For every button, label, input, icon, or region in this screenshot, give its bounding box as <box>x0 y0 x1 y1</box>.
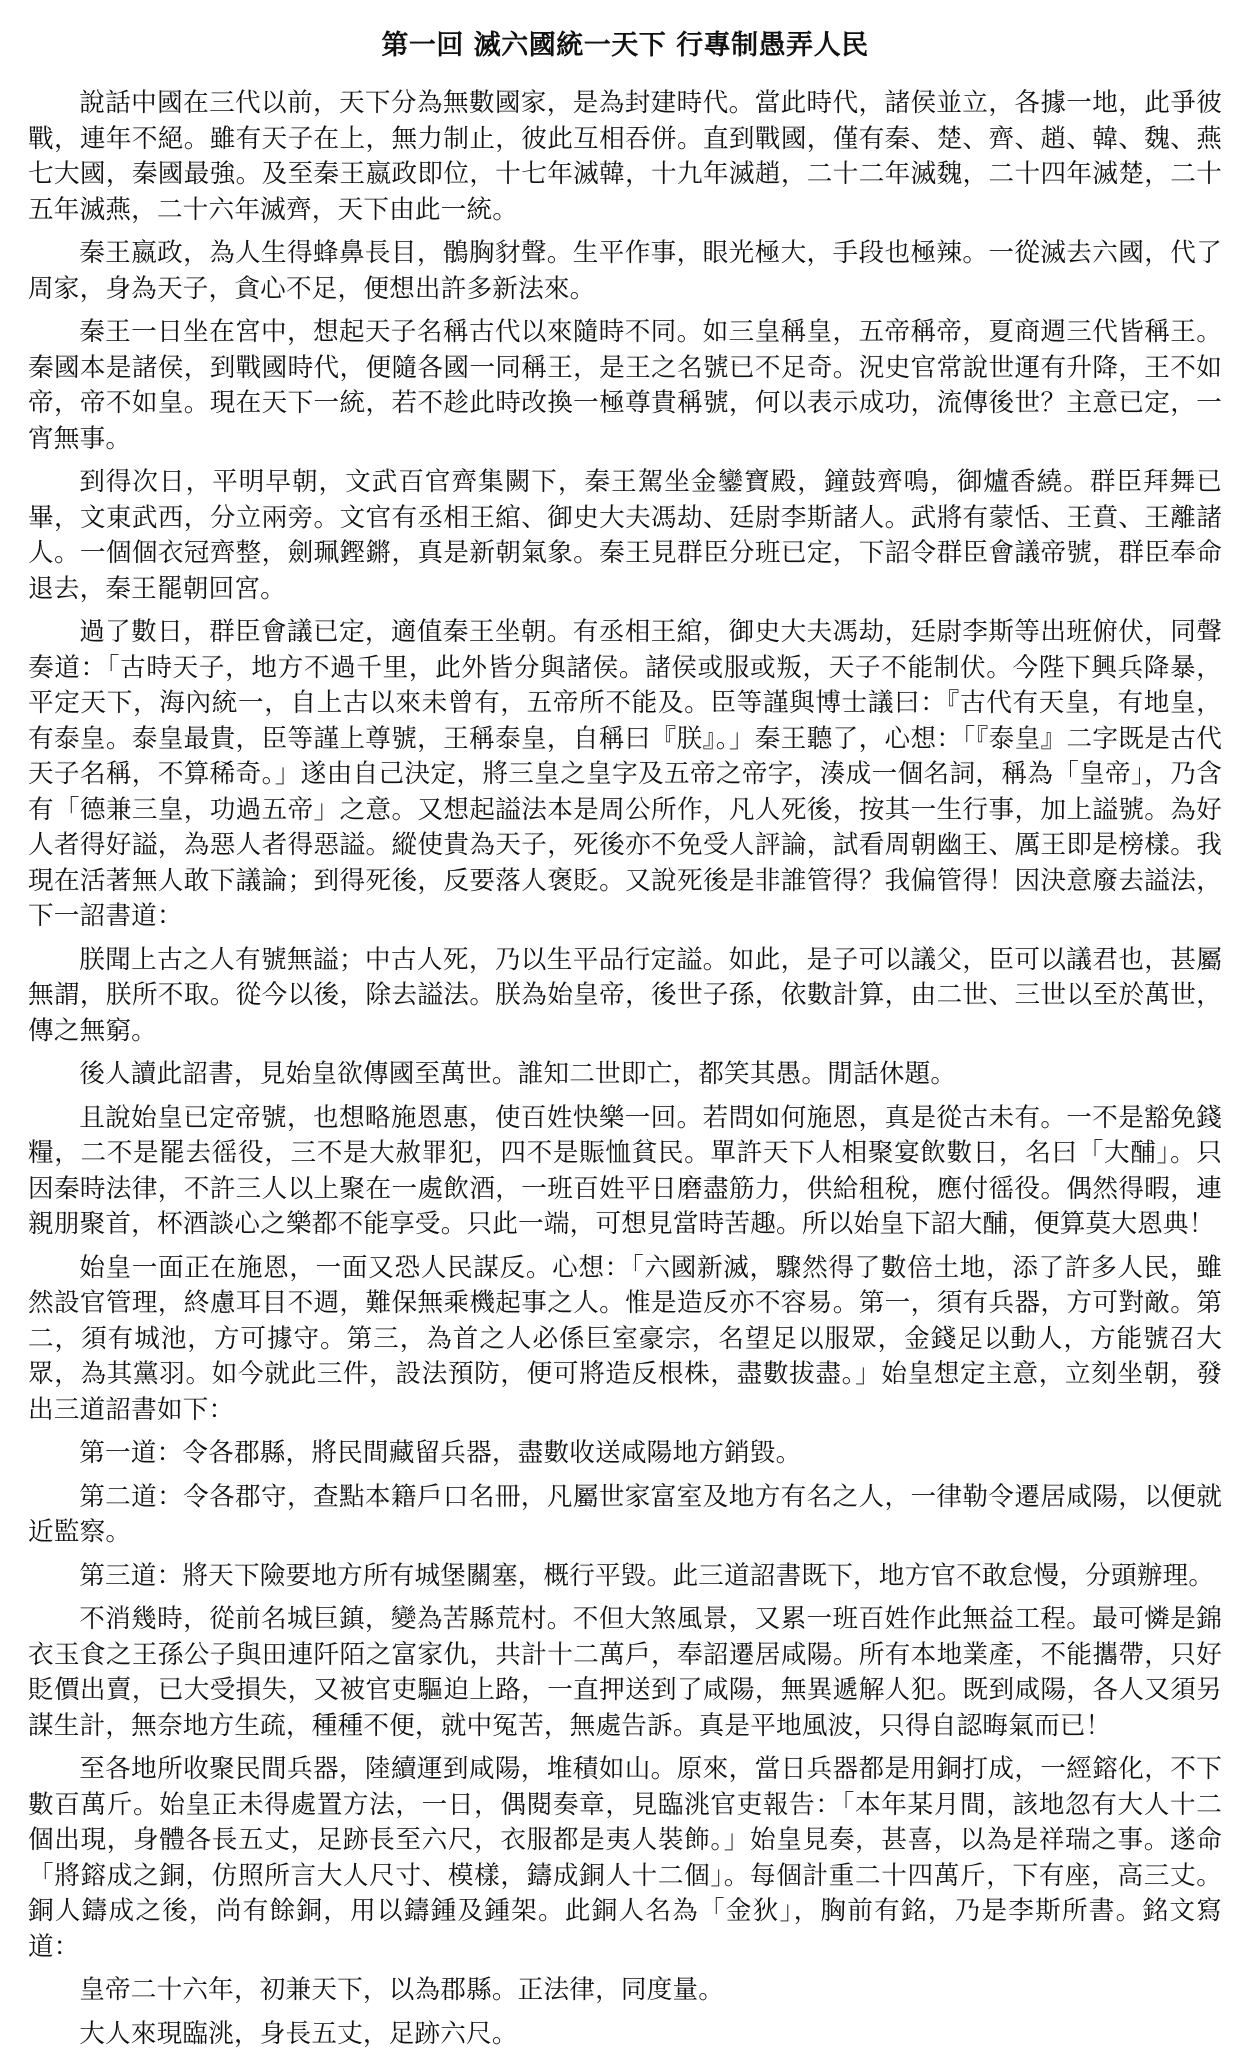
paragraph: 皇帝二十六年，初兼天下，以為郡縣。正法律，同度量。 <box>28 1973 1222 2009</box>
document-body <box>28 86 1222 2052</box>
paragraph: 秦王嬴政，為人生得蜂鼻長目，鶻胸豺聲。生平作事，眼光極大，手段也極辣。一從滅去六國，代了周家，身為天子，貪心不足，便想出許多新法來。 <box>28 236 1222 307</box>
paragraph: 秦王一日坐在宮中，想起天子名稱古代以來隨時不同。如三皇稱皇，五帝稱帝，夏商週三代皆稱王。秦國本是諸侯，到戰國時代，便隨各國一同稱王，是王之名號已不足奇。況史官常說世運有升降，王不如帝，帝不如皇。現在天下一統，若不趁此時改換一極尊貴稱號，何以表示成功，流傳後世？主意已定，一宵無事。 <box>28 315 1222 457</box>
paragraph: 且說始皇已定帝號，也想略施恩惠，使百姓快樂一回。若問如何施恩，真是從古未有。一不是豁免錢糧，二不是罷去徭役，三不是大赦罪犯，四不是賑恤貧民。單許天下人相聚宴飲數日，名曰「大酺」。只因秦時法律，不許三人以上聚在一處飲酒，一班百姓平日磨盡筋力，供給租稅，應付徭役。偶然得暇，連親朋聚首，杯酒談心之樂都不能享受。只此一端，可想見當時苦趣。所以始皇下詔大酺，便算莫大恩典！ <box>28 1101 1222 1243</box>
paragraph: 說話中國在三代以前，天下分為無數國家，是為封建時代。當此時代，諸侯並立，各據一地，此爭彼戰，連年不絕。雖有天子在上，無力制止，彼此互相吞併。直到戰國，僅有秦、楚、齊、趙、韓、魏、燕七大國，秦國最強。及至秦王嬴政即位，十七年滅韓，十九年滅趙，二十二年滅魏，二十四年滅楚，二十五年滅燕，二十六年滅齊，天下由此一統。 <box>28 86 1222 228</box>
paragraph: 到得次日，平明早朝，文武百官齊集闕下，秦王駕坐金鑾寶殿，鐘鼓齊鳴，御爐香繞。群臣拜舞已畢，文東武西，分立兩旁。文官有丞相王綰、御史大夫馮劫、廷尉李斯諸人。武將有蒙恬、王賁、王離諸人。一個個衣冠齊整，劍珮鏗鏘，真是新朝氣象。秦王見群臣分班已定，下詔令群臣會議帝號，群臣奉命退去，秦王罷朝回宮。 <box>28 465 1222 607</box>
paragraph: 始皇一面正在施恩，一面又恐人民謀反。心想：「六國新滅，驟然得了數倍土地，添了許多人民，雖然設官管理，終慮耳目不週，難保無乘機起事之人。惟是造反亦不容易。第一，須有兵器，方可對敵。第二，須有城池，方可據守。第三，為首之人必係巨室豪宗，名望足以服眾，金錢足以動人，方能號召大眾，為其黨羽。如今就此三件，設法預防，便可將造反根株，盡數拔盡。」始皇想定主意，立刻坐朝，發出三道詔書如下： <box>28 1251 1222 1429</box>
paragraph: 第二道：令各郡守，查點本籍戶口名冊，凡屬世家富室及地方有名之人，一律勒令遷居咸陽，以便就近監察。 <box>28 1480 1222 1551</box>
paragraph: 第一道：令各郡縣，將民間藏留兵器，盡數收送咸陽地方銷毀。 <box>28 1436 1222 1472</box>
paragraph: 過了數日，群臣會議已定，適值秦王坐朝。有丞相王綰，御史大夫馮劫，廷尉李斯等出班俯伏，同聲奏道：「古時天子，地方不過千里，此外皆分與諸侯。諸侯或服或叛，天子不能制伏。今陛下興兵降暴，平定天下，海內統一，自上古以來未曾有，五帝所不能及。臣等謹與博士議曰：『古代有天皇，有地皇，有泰皇。泰皇最貴，臣等謹上尊號，王稱泰皇，自稱曰『朕』。」秦王聽了，心想：「『泰皇』二字既是古代天子名稱，不算稀奇。」遂由自己決定，將三皇之皇字及五帝之帝字，湊成一個名詞，稱為「皇帝」，乃含有「德兼三皇，功過五帝」之意。又想起謚法本是周公所作，凡人死後，按其一生行事，加上謚號。為好人者得好謚，為惡人者得惡謚。縱使貴為天子，死後亦不免受人評論，試看周朝幽王、厲王即是榜樣。我現在活著無人敢下議論；到得死後，反要落人褒貶。又說死後是非誰管得？我偏管得！因決意廢去謚法，下一詔書道： <box>28 615 1222 935</box>
paragraph: 第三道：將天下險要地方所有城堡關塞，概行平毀。此三道詔書既下，地方官不敢怠慢，分頭辦理。 <box>28 1559 1222 1595</box>
paragraph: 不消幾時，從前名城巨鎮，變為苦縣荒村。不但大煞風景，又累一班百姓作此無益工程。最可憐是錦衣玉食之王孫公子與田連阡陌之富家仇，共計十二萬戶，奉詔遷居咸陽。所有本地業產，不能攜帶，只好貶價出賣，已大受損失，又被官吏驅迫上路，一直押送到了咸陽，無異遞解人犯。既到咸陽，各人又須另謀生計，無奈地方生疏，種種不便，就中冤苦，無處告訴。真是平地風波，只得自認晦氣而已！ <box>28 1602 1222 1744</box>
paragraph: 後人讀此詔書，見始皇欲傳國至萬世。誰知二世即亡，都笑其愚。閒話休題。 <box>28 1057 1222 1093</box>
chapter-title: 第一回 滅六國統一天下 行專制愚弄人民 <box>28 26 1222 66</box>
paragraph: 朕聞上古之人有號無謚；中古人死，乃以生平品行定謚。如此，是子可以議父，臣可以議君也，甚屬無謂，朕所不取。從今以後，除去謚法。朕為始皇帝，後世子孫，依數計算，由二世、三世以至於萬世，傳之無窮。 <box>28 943 1222 1050</box>
paragraph: 大人來現臨洮，身長五丈，足跡六尺。 <box>28 2017 1222 2052</box>
paragraph: 至各地所收聚民間兵器，陸續運到咸陽，堆積如山。原來，當日兵器都是用銅打成，一經鎔化，不下數百萬斤。始皇正未得處置方法，一日，偶閱奏章，見臨洮官吏報告：「本年某月間，該地忽有大人十二個出現，身體各長五丈，足跡長至六尺，衣服都是夷人裝飾。」始皇見奏，甚喜，以為是祥瑞之事。遂命「將鎔成之銅，仿照所言大人尺寸、模樣，鑄成銅人十二個」。每個計重二十四萬斤，下有座，高三丈。銅人鑄成之後，尚有餘銅，用以鑄鍾及鍾架。此銅人名為「金狄」，胸前有銘，乃是李斯所書。銘文寫道： <box>28 1752 1222 1965</box>
